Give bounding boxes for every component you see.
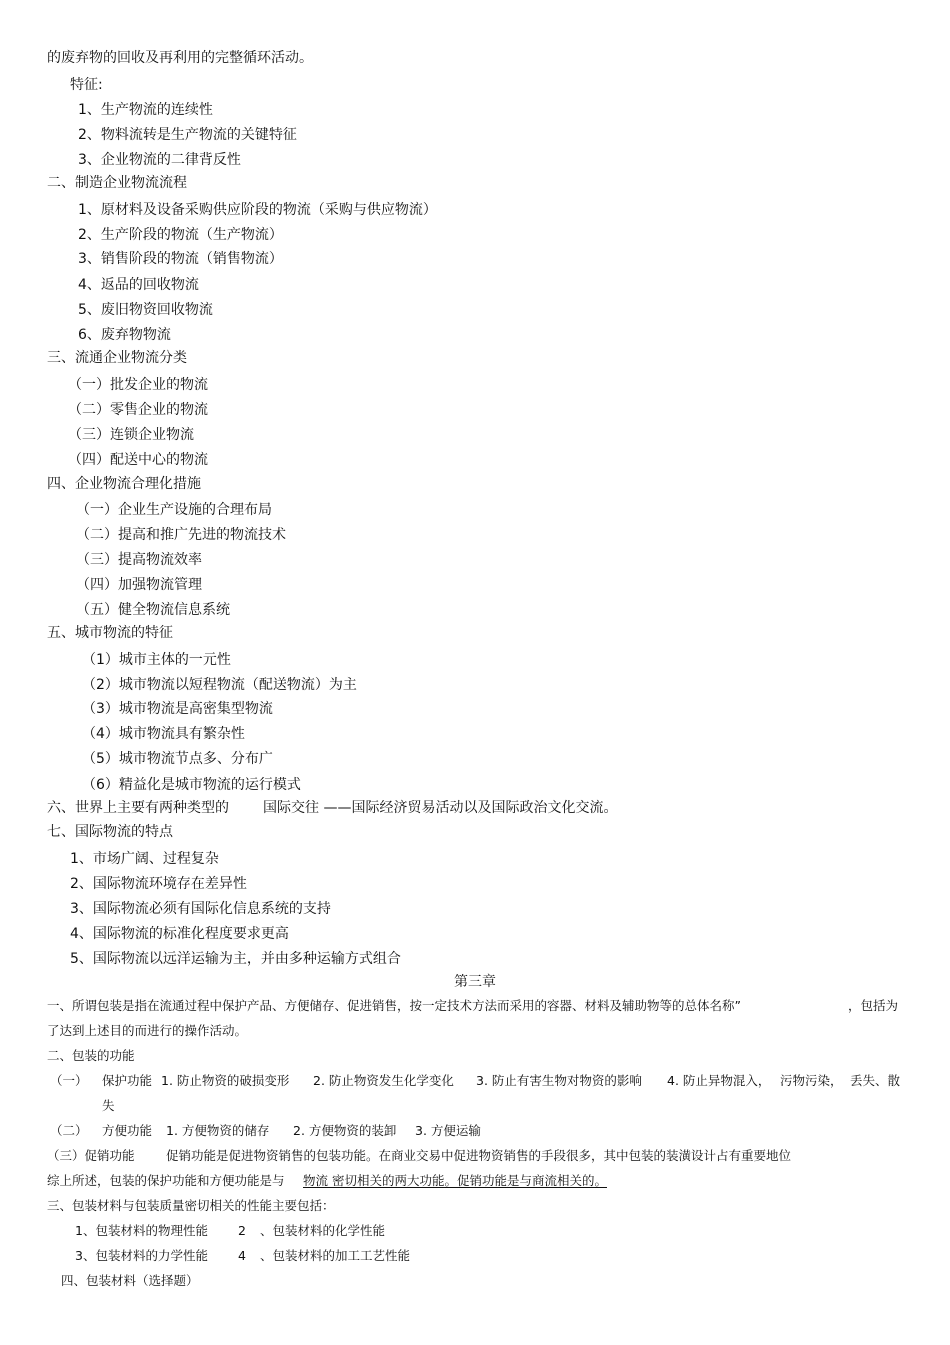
text-line: 保护功能 [102, 1073, 153, 1088]
list-item: （三）提高物流效率 [76, 552, 202, 568]
list-item: 3、包装材料的力学性能 [75, 1248, 208, 1263]
list-item: 3、销售阶段的物流（销售物流） [78, 251, 283, 267]
text-line: 了达到上述目的而进行的操作活动。 [47, 1023, 248, 1038]
list-item: （4）城市物流具有繁杂性 [82, 726, 245, 742]
text-line: 2. 防止物资发生化学变化 [313, 1073, 454, 1088]
text-line: 特征: [70, 77, 103, 93]
list-item: 、包装材料的加工工艺性能 [260, 1248, 411, 1263]
text-line: 1. 防止物资的破损变形 [161, 1073, 290, 1088]
list-item: 2、生产阶段的物流（生产物流） [78, 227, 283, 243]
list-item: （二）提高和推广先进的物流技术 [76, 527, 286, 543]
text-line: 1. 方便物资的储存 [166, 1123, 270, 1138]
section-heading: 六、世界上主要有两种类型的 [47, 800, 229, 816]
section-heading: 二、制造企业物流流程 [47, 175, 187, 191]
section-heading: 四、企业物流合理化措施 [47, 476, 201, 492]
text-line: 3. 方便运输 [415, 1123, 481, 1138]
section-heading: 二、包装的功能 [47, 1048, 135, 1063]
list-item: 2、物料流转是生产物流的关键特征 [78, 127, 297, 143]
list-item: （一）企业生产设施的合理布局 [76, 502, 272, 518]
text-line: 方便功能 [102, 1123, 153, 1138]
section-heading: 三、流通企业物流分类 [47, 350, 187, 366]
list-item: 6、废弃物物流 [78, 327, 171, 343]
list-number: 2 [238, 1223, 246, 1238]
text-line: 国际交往 ——国际经济贸易活动以及国际政治文化交流。 [263, 800, 618, 816]
text-line: （二） [50, 1123, 88, 1138]
chapter-title: 第三章 [454, 974, 496, 990]
text-line: 促销功能是促进物资销售的包装功能。在商业交易中促进物资销售的手段很多，其中包装的装潢设计占有重要地位 [166, 1148, 792, 1163]
list-item: （三）连锁企业物流 [68, 427, 194, 443]
text-line: 综上所述，包装的保护功能和方便功能是与 [47, 1173, 285, 1188]
list-item: 1、包装材料的物理性能 [75, 1223, 208, 1238]
list-item: 1、市场广阔、过程复杂 [70, 851, 219, 867]
text-line: 丢失、散 [850, 1073, 901, 1088]
list-item: （二）零售企业的物流 [68, 402, 208, 418]
list-item: （2）城市物流以短程物流（配送物流）为主 [82, 677, 357, 693]
list-item: （四）配送中心的物流 [68, 452, 208, 468]
section-heading: 三、包装材料与包装质量密切相关的性能主要包括： [47, 1198, 335, 1213]
list-item: 2、国际物流环境存在差异性 [70, 876, 247, 892]
list-item: 5、国际物流以远洋运输为主，并由多种运输方式组合 [70, 951, 401, 967]
section-heading: 七、国际物流的特点 [47, 824, 173, 840]
list-item: （五）健全物流信息系统 [76, 602, 230, 618]
text-line: 3. 防止有害生物对物资的影响 [476, 1073, 642, 1088]
text-line: 的废弃物的回收及再利用的完整循环活动。 [47, 50, 313, 66]
text-line: （三）促销功能 [47, 1148, 135, 1163]
list-item: （一）批发企业的物流 [68, 377, 208, 393]
text-line: 2. 方便物资的装卸 [293, 1123, 397, 1138]
section-heading: 五、城市物流的特征 [47, 625, 173, 641]
text-line: 4. 防止异物混入， [667, 1073, 771, 1088]
list-item: 1、原材料及设备采购供应阶段的物流（采购与供应物流） [78, 202, 437, 218]
underlined-text: 物流 密切相关的两大功能。促销功能是与商流相关的。 [303, 1173, 607, 1188]
list-item: （四）加强物流管理 [76, 577, 202, 593]
list-item: 5、废旧物资回收物流 [78, 302, 213, 318]
list-item: （6）精益化是城市物流的运行模式 [82, 777, 301, 793]
list-item: 1、生产物流的连续性 [78, 102, 213, 118]
list-item: （1）城市主体的一元性 [82, 652, 231, 668]
list-item: 、包装材料的化学性能 [260, 1223, 386, 1238]
text-line: ，包括为 [848, 998, 899, 1013]
text-line: 污物污染， [780, 1073, 843, 1088]
text-line: （一） [50, 1073, 88, 1088]
list-item: （5）城市物流节点多、分布广 [82, 751, 273, 767]
list-item: 3、企业物流的二律背反性 [78, 152, 241, 168]
list-item: 4、国际物流的标准化程度要求更高 [70, 926, 289, 942]
list-item: 3、国际物流必须有国际化信息系统的支持 [70, 901, 331, 917]
text-line: 一、所谓包装是指在流通过程中保护产品、方便储存、促进销售，按一定技术方法而采用的容器、材料及辅助物等的总体名称” [47, 998, 741, 1013]
text-line: 失 [102, 1098, 115, 1113]
list-number: 4 [238, 1248, 246, 1263]
section-heading: 四、包装材料（选择题） [61, 1273, 199, 1288]
list-item: （3）城市物流是高密集型物流 [82, 701, 273, 717]
list-item: 4、返品的回收物流 [78, 277, 199, 293]
